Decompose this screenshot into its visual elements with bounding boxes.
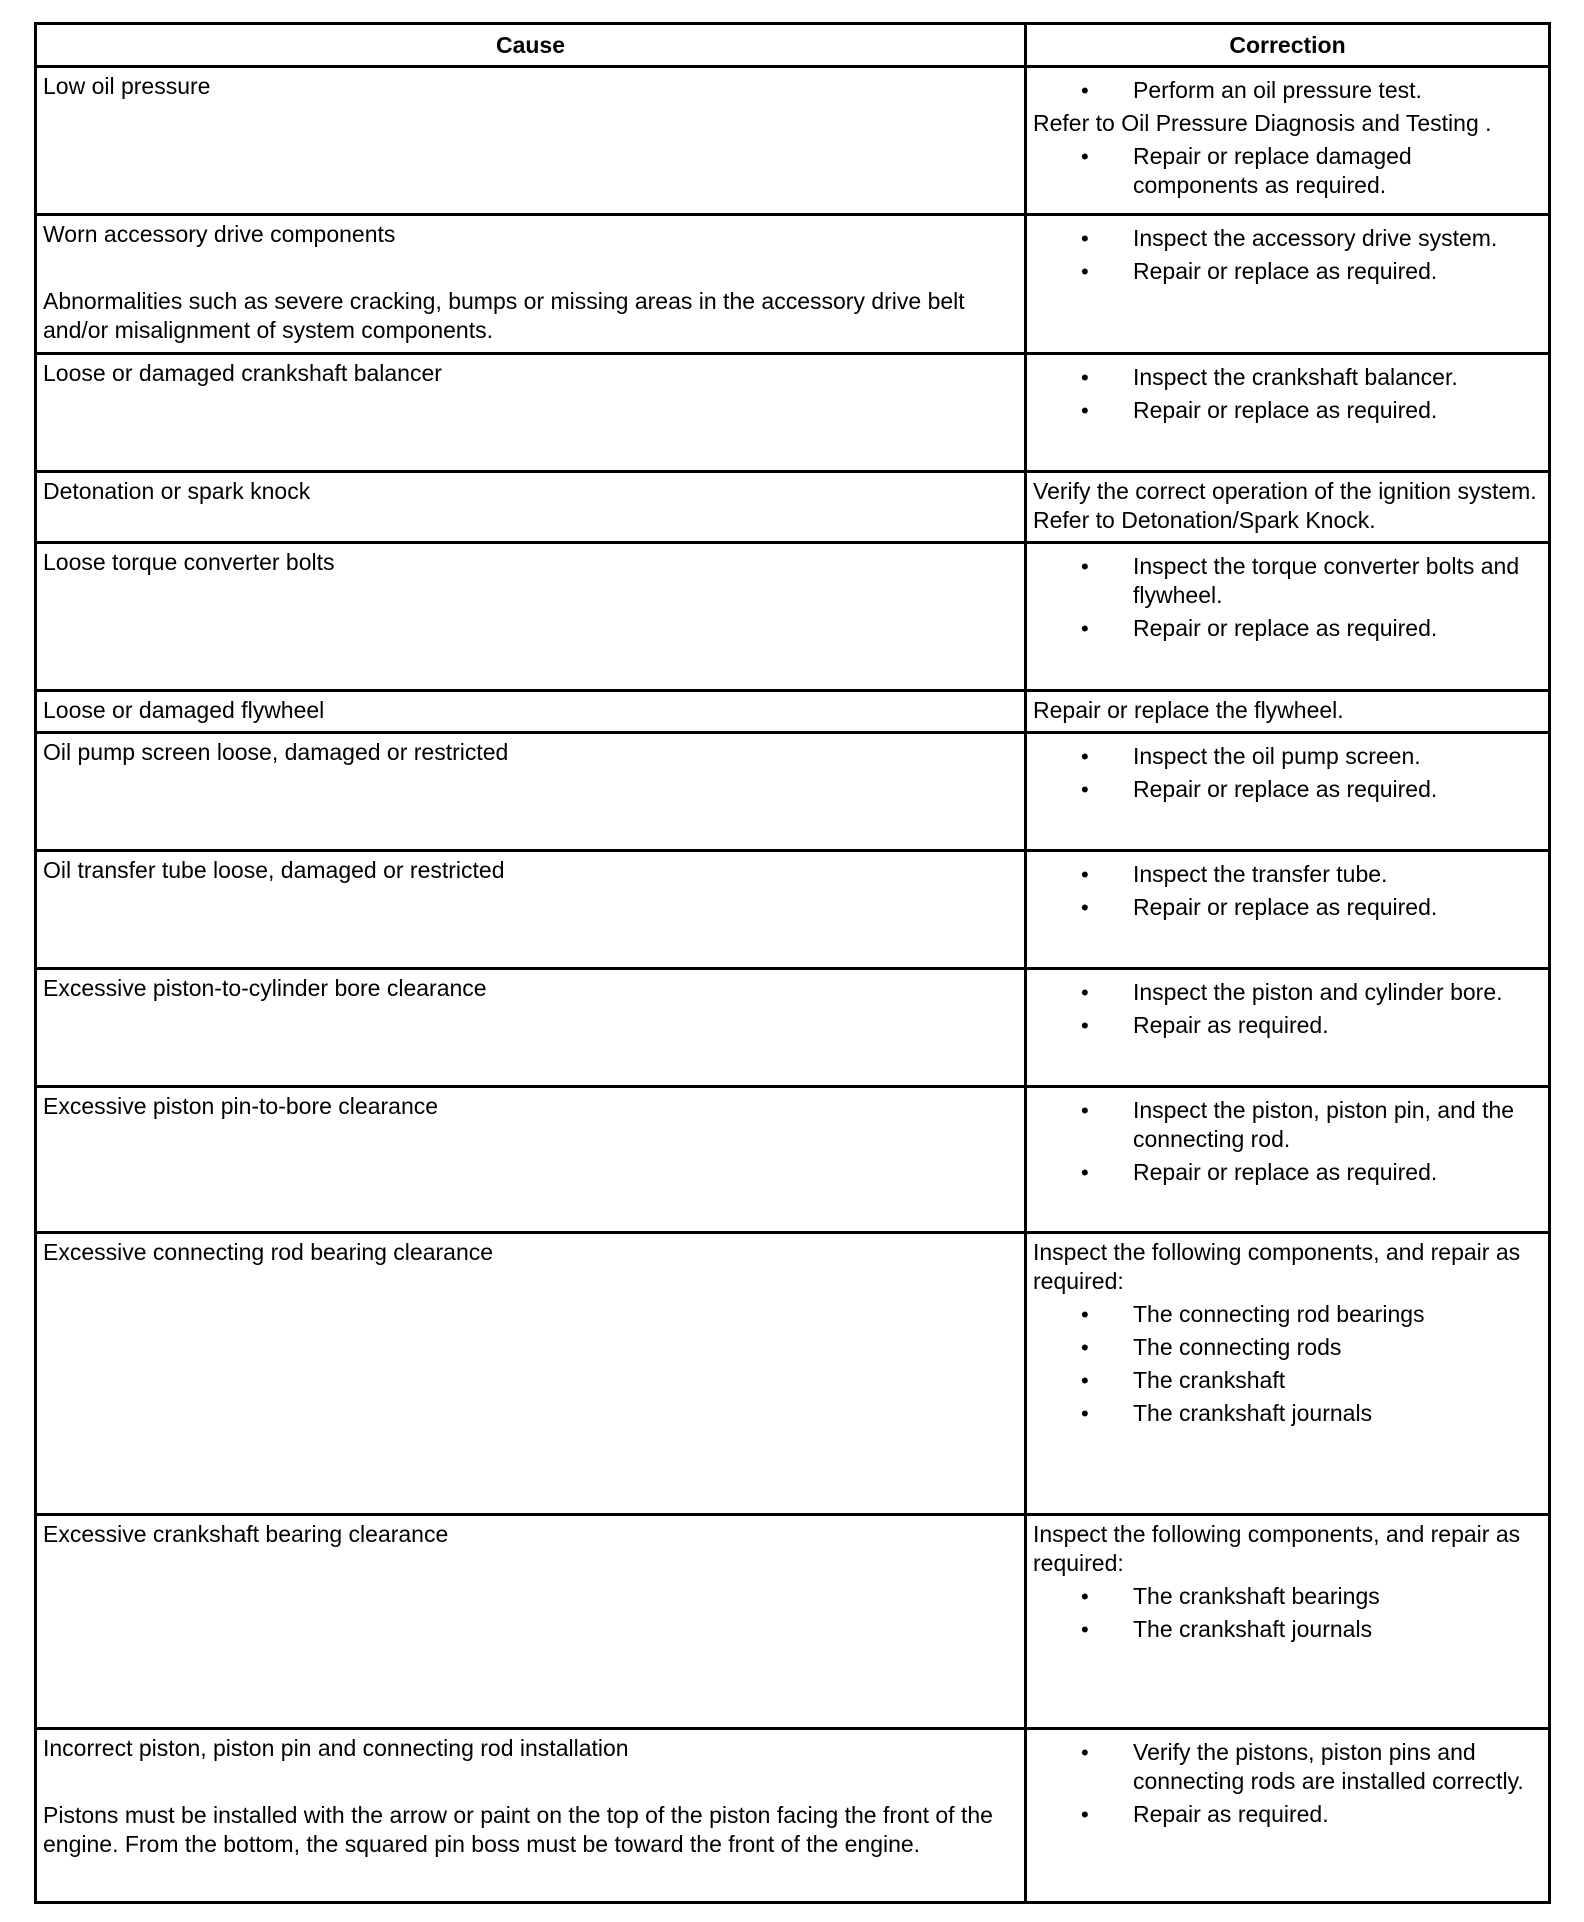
cause-text: Excessive piston-to-cylinder bore clearance [43,975,487,1001]
cause-cell [36,1515,1026,1729]
cause-text: Excessive crankshaft bearing clearance [43,1521,449,1547]
bullet-list [1033,860,1542,922]
correction-cell [1026,1729,1550,1903]
bullet-list [1033,1738,1542,1829]
bullet-list [1033,978,1542,1040]
bullet-list [1033,742,1542,804]
correction-cell [1026,969,1550,1087]
cause-text: Loose or damaged crankshaft balancer [43,360,442,386]
cause-text: Low oil pressure [43,73,211,99]
bullet-item: • Inspect the accessory drive system. [1033,224,1542,253]
cause-text: Oil pump screen loose, damaged or restricted [43,739,509,765]
cause-cell [36,215,1026,354]
bullet-item: • Repair or replace as required. [1033,775,1542,804]
cause-cell [36,543,1026,691]
cause-text: Loose or damaged flywheel [43,697,325,723]
correction-text: Verify the correct operation of the ignition system. Refer to Detonation/Spark Knock. [1033,478,1537,533]
cause-cell [36,969,1026,1087]
bullet-item: • Repair or replace as required. [1033,1158,1542,1187]
correction-text: Repair or replace the flywheel. [1033,697,1344,723]
bullet-item: • The crankshaft journals [1033,1615,1542,1644]
correction-cell [1026,543,1550,691]
correction-cell [1026,851,1550,969]
header-cause: Cause [36,24,1026,67]
table-row [36,851,1550,969]
bullet-item: • Verify the pistons, piston pins and connecting rods are installed correctly. [1033,1738,1542,1796]
bullet-item: • Inspect the transfer tube. [1033,860,1542,889]
correction-cell [1026,215,1550,354]
bullet-item: • Inspect the piston and cylinder bore. [1033,978,1542,1007]
header-correction: Correction [1026,24,1550,67]
cause-note: Pistons must be installed with the arrow or paint on the top of the piston facing the front of the engine. From the bottom, the squared pin boss must be toward the front of the engine. [43,1802,993,1857]
bullet-item: • Repair or replace damaged components as required. [1033,142,1542,200]
reference-text: Refer to Oil Pressure Diagnosis and Testing . [1033,110,1492,136]
bullet-item: • Inspect the torque converter bolts and flywheel. [1033,552,1542,610]
bullet-list [1033,224,1542,286]
correction-cell [1026,1233,1550,1515]
cause-text: Incorrect piston, piston pin and connecting rod installation [43,1735,629,1761]
bullet-item: • Perform an oil pressure test. [1033,76,1542,105]
cause-text: Worn accessory drive components [43,221,396,247]
cause-cell [36,851,1026,969]
cause-cell [36,472,1026,543]
bullet-item: • Inspect the oil pump screen. [1033,742,1542,771]
cause-text: Detonation or spark knock [43,478,311,504]
bullet-item: • The crankshaft bearings [1033,1582,1542,1611]
cause-note: Abnormalities such as severe cracking, bumps or missing areas in the accessory drive belt and/or misalignment of system components. [43,288,965,343]
cause-text: Excessive piston pin-to-bore clearance [43,1093,439,1119]
table-row [36,733,1550,851]
table-row [36,543,1550,691]
cause-cell [36,691,1026,733]
table-row [36,1233,1550,1515]
correction-cell [1026,691,1550,733]
cause-cell [36,733,1026,851]
diagnosis-table [34,22,1551,1904]
bullet-list [1033,142,1542,200]
correction-cell [1026,1515,1550,1729]
cause-cell [36,354,1026,472]
table-row [36,1729,1550,1903]
correction-cell [1026,354,1550,472]
bullet-item: • Repair as required. [1033,1800,1542,1829]
cause-text: Loose torque converter bolts [43,549,335,575]
bullet-item: • The connecting rod bearings [1033,1300,1542,1329]
bullet-list [1033,76,1542,105]
table-row [36,969,1550,1087]
bullet-item: • Inspect the piston, piston pin, and the connecting rod. [1033,1096,1542,1154]
bullet-list [1033,1582,1542,1644]
header-row [36,24,1550,67]
bullet-item: • The connecting rods [1033,1333,1542,1362]
bullet-item: • Repair or replace as required. [1033,893,1542,922]
table-row [36,472,1550,543]
table-row [36,691,1550,733]
cause-cell [36,1233,1026,1515]
table-row [36,67,1550,215]
correction-text: Inspect the following components, and repair as required: [1033,1521,1521,1576]
cause-text: Oil transfer tube loose, damaged or restricted [43,857,505,883]
table-row [36,1087,1550,1233]
cause-cell [36,1087,1026,1233]
bullet-item: • Repair or replace as required. [1033,614,1542,643]
cause-text: Excessive connecting rod bearing clearance [43,1239,494,1265]
table-row [36,215,1550,354]
table-row [36,1515,1550,1729]
correction-text: Inspect the following components, and repair as required: [1033,1239,1521,1294]
correction-cell [1026,1087,1550,1233]
bullet-item: • The crankshaft journals [1033,1399,1542,1428]
bullet-item: • Inspect the crankshaft balancer. [1033,363,1542,392]
bullet-item: • Repair or replace as required. [1033,257,1542,286]
correction-cell [1026,67,1550,215]
bullet-list [1033,1096,1542,1187]
correction-cell [1026,472,1550,543]
correction-cell [1026,733,1550,851]
cause-cell [36,1729,1026,1903]
bullet-item: • Repair or replace as required. [1033,396,1542,425]
table-row [36,354,1550,472]
bullet-list [1033,552,1542,643]
bullet-item: • The crankshaft [1033,1366,1542,1395]
bullet-list [1033,363,1542,425]
bullet-item: • Repair as required. [1033,1011,1542,1040]
bullet-list [1033,1300,1542,1428]
cause-cell [36,67,1026,215]
